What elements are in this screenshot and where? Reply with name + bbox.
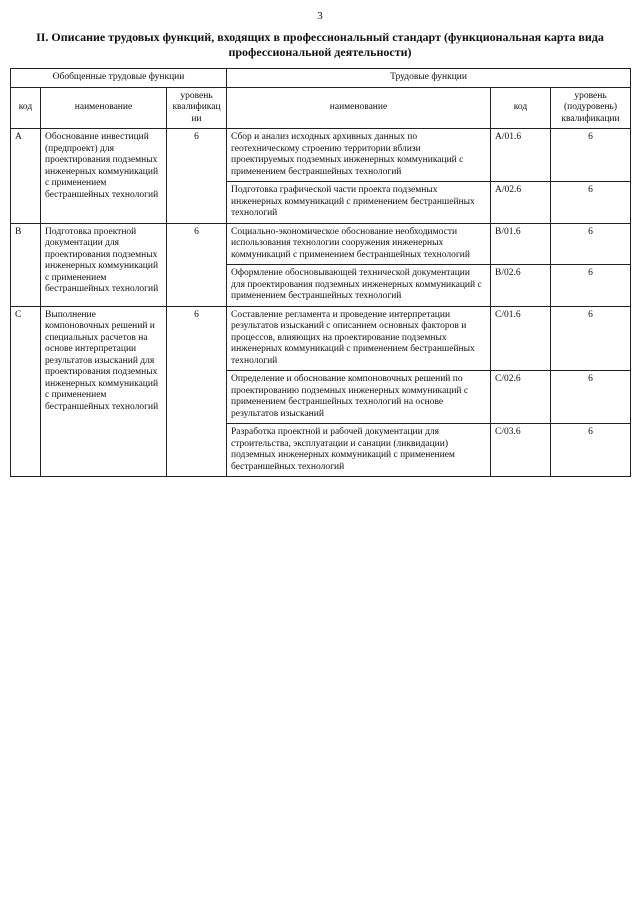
code-column-header: код <box>11 87 41 129</box>
page-title: II. Описание трудовых функций, входящих в профессиональный стандарт (функциональная карта вида профессиональной деятельности) <box>36 30 604 59</box>
function-name: Сбор и анализ исходных архивных данных по геотехническому строению территории вблизи проектируемых подземных инженерных коммуникаций с применением бестраншейных технологий <box>227 129 491 182</box>
functional-map-table <box>10 68 631 477</box>
labor-functions-header: Трудовые функции <box>227 69 631 88</box>
function-name: Оформление обосновывающей технической документации для проектирования подземных инженерных коммуникаций с применением бестраншейных технологий <box>227 265 491 307</box>
function-code: C/03.6 <box>491 424 551 477</box>
generalized-functions-header: Обобщенные трудовые функции <box>11 69 227 88</box>
function-name: Подготовка графической части проекта подземных инженерных коммуникаций с применением бестраншейных технологий <box>227 182 491 224</box>
function-code: C/01.6 <box>491 306 551 371</box>
function-code: A/01.6 <box>491 129 551 182</box>
function-name: Составление регламента и проведение интерпретации результатов изысканий с описанием основных факторов и процессов, влияющих на проектирование подземных инженерных коммуникаций с применением бестраншейных технологий <box>227 306 491 371</box>
function-name: Социально-экономическое обоснование необходимости использования технологии сооружения инженерных коммуникаций с применением бестраншейных технологий <box>227 223 491 265</box>
function-code: C/02.6 <box>491 371 551 424</box>
group-code: В <box>11 223 41 306</box>
page-number: 3 <box>317 10 323 22</box>
table-row <box>11 129 631 182</box>
group-level: 6 <box>167 223 227 306</box>
name-column-header: наименование <box>41 87 167 129</box>
function-level: 6 <box>551 424 631 477</box>
function-name-column-header: наименование <box>227 87 491 129</box>
function-code: A/02.6 <box>491 182 551 224</box>
group-level: 6 <box>167 129 227 224</box>
group-code: А <box>11 129 41 224</box>
function-level: 6 <box>551 265 631 307</box>
function-name: Разработка проектной и рабочей документации для строительства, эксплуатации и санации (ликвидации) подземных инженерных коммуникаций с применением бестраншейных технологий <box>227 424 491 477</box>
function-level: 6 <box>551 371 631 424</box>
function-code-column-header: код <box>491 87 551 129</box>
table-row <box>11 306 631 371</box>
group-code: С <box>11 306 41 477</box>
table-row <box>11 223 631 265</box>
group-name: Выполнение компоновочных решений и специальных расчетов на основе интерпретации результатов изысканий для проектирования подземных инженерных коммуникаций с применением бестраншейных технологий <box>41 306 167 477</box>
function-level: 6 <box>551 129 631 182</box>
group-name: Обоснование инвестиций (предпроект) для проектирования подземных инженерных коммуникаций с применением бестраншейных технологий <box>41 129 167 224</box>
sublevel-column-header: уровень (подуровень) квалификации <box>551 87 631 129</box>
function-code: B/02.6 <box>491 265 551 307</box>
function-code: B/01.6 <box>491 223 551 265</box>
group-level: 6 <box>167 306 227 477</box>
group-name: Подготовка проектной документации для проектирования подземных инженерных коммуникаций с применением бестраншейных технологий <box>41 223 167 306</box>
function-level: 6 <box>551 306 631 371</box>
function-name: Определение и обоснование компоновочных решений по проектированию подземных инженерных коммуникаций с применением бестраншейных технологий на основе результатов изысканий <box>227 371 491 424</box>
function-level: 6 <box>551 182 631 224</box>
level-column-header: уровень квалификации <box>167 87 227 129</box>
function-level: 6 <box>551 223 631 265</box>
